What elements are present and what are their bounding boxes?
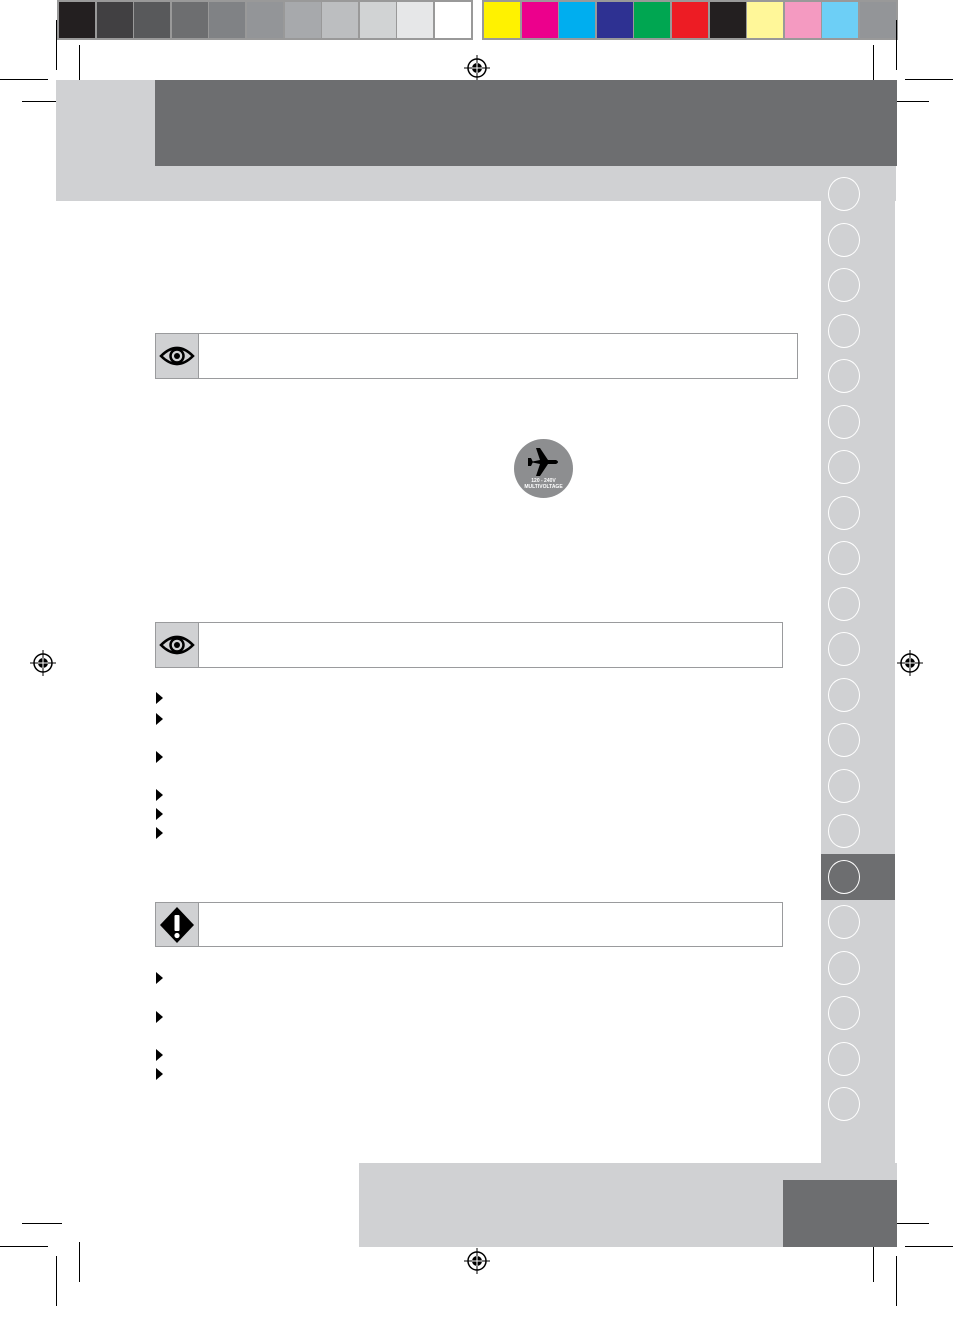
bullet-marker (156, 827, 163, 839)
crop-mark (56, 20, 57, 70)
bullet-marker (156, 789, 163, 801)
registration-mark-right (897, 650, 923, 676)
badge-label: MULTIVOLTAGE (524, 484, 563, 490)
crop-mark (905, 1246, 953, 1247)
color-swatch (860, 2, 896, 38)
eye-icon (159, 344, 195, 368)
crop-mark (873, 45, 874, 85)
note-icon-cell (156, 903, 199, 946)
color-swatch (97, 2, 133, 38)
crop-mark (79, 1242, 80, 1282)
color-swatch (247, 2, 283, 38)
crop-mark (22, 1223, 62, 1224)
language-tab[interactable] (828, 541, 860, 575)
bullet-marker (156, 692, 163, 704)
color-swatch (285, 2, 321, 38)
language-tab[interactable] (828, 359, 860, 393)
color-swatch (822, 2, 858, 38)
color-swatch (172, 2, 208, 38)
bullet-marker (156, 972, 163, 984)
color-swatch (484, 2, 520, 38)
bullet-marker (156, 1011, 163, 1023)
page-number-block (783, 1180, 897, 1247)
airplane-icon (526, 444, 562, 480)
bullet-marker (156, 1049, 163, 1061)
crop-mark (79, 45, 80, 85)
language-tab[interactable] (828, 496, 860, 530)
registration-mark-left (30, 650, 56, 676)
color-swatch (59, 2, 95, 38)
bullet-marker (156, 1068, 163, 1080)
color-swatch (435, 2, 471, 38)
note-icon-cell (156, 623, 199, 667)
crop-mark (896, 1256, 897, 1306)
color-swatch (597, 2, 633, 38)
color-swatch (747, 2, 783, 38)
bullet-marker (156, 713, 163, 725)
crop-mark (0, 1246, 48, 1247)
color-swatch (785, 2, 821, 38)
color-swatch (322, 2, 358, 38)
language-tab[interactable] (828, 723, 860, 757)
note-box (155, 333, 798, 379)
bullet-marker (156, 751, 163, 763)
registration-mark-top (464, 55, 490, 81)
color-swatch (559, 2, 595, 38)
badge-voltage: 120 - 240V (531, 478, 556, 484)
language-tab[interactable] (828, 223, 860, 257)
language-tab[interactable] (828, 769, 860, 803)
warning-box (155, 902, 783, 947)
crop-mark (873, 1242, 874, 1282)
color-swatch (397, 2, 433, 38)
language-tab[interactable] (828, 951, 860, 985)
color-swatch (360, 2, 396, 38)
gray-calibration-bar (57, 0, 473, 40)
language-tab[interactable] (828, 177, 860, 211)
language-tab[interactable] (828, 405, 860, 439)
registration-mark-bottom (464, 1248, 490, 1274)
language-tab[interactable] (828, 678, 860, 712)
note-icon-cell (156, 334, 199, 378)
language-tab[interactable] (828, 268, 860, 302)
crop-mark (905, 79, 953, 80)
language-tab[interactable] (828, 996, 860, 1030)
color-swatch (710, 2, 746, 38)
color-swatch (522, 2, 558, 38)
eye-icon (159, 633, 195, 657)
header-title-bar (155, 80, 897, 166)
language-tab[interactable] (828, 905, 860, 939)
bullet-marker (156, 808, 163, 820)
color-swatch (634, 2, 670, 38)
language-tab[interactable] (828, 814, 860, 848)
language-tab[interactable] (828, 1087, 860, 1121)
crop-mark (0, 79, 48, 80)
multivoltage-badge (514, 439, 573, 498)
warning-icon (159, 906, 195, 944)
crop-mark (56, 1256, 57, 1306)
language-tab[interactable] (828, 587, 860, 621)
language-tab[interactable] (828, 632, 860, 666)
note-box (155, 622, 783, 668)
language-tab[interactable] (828, 314, 860, 348)
crop-mark (896, 20, 897, 70)
color-swatch (209, 2, 245, 38)
color-calibration-bar (482, 0, 898, 40)
language-tab[interactable] (828, 1042, 860, 1076)
language-tab-active[interactable] (828, 860, 860, 894)
color-swatch (672, 2, 708, 38)
color-swatch (134, 2, 170, 38)
language-tab[interactable] (828, 450, 860, 484)
